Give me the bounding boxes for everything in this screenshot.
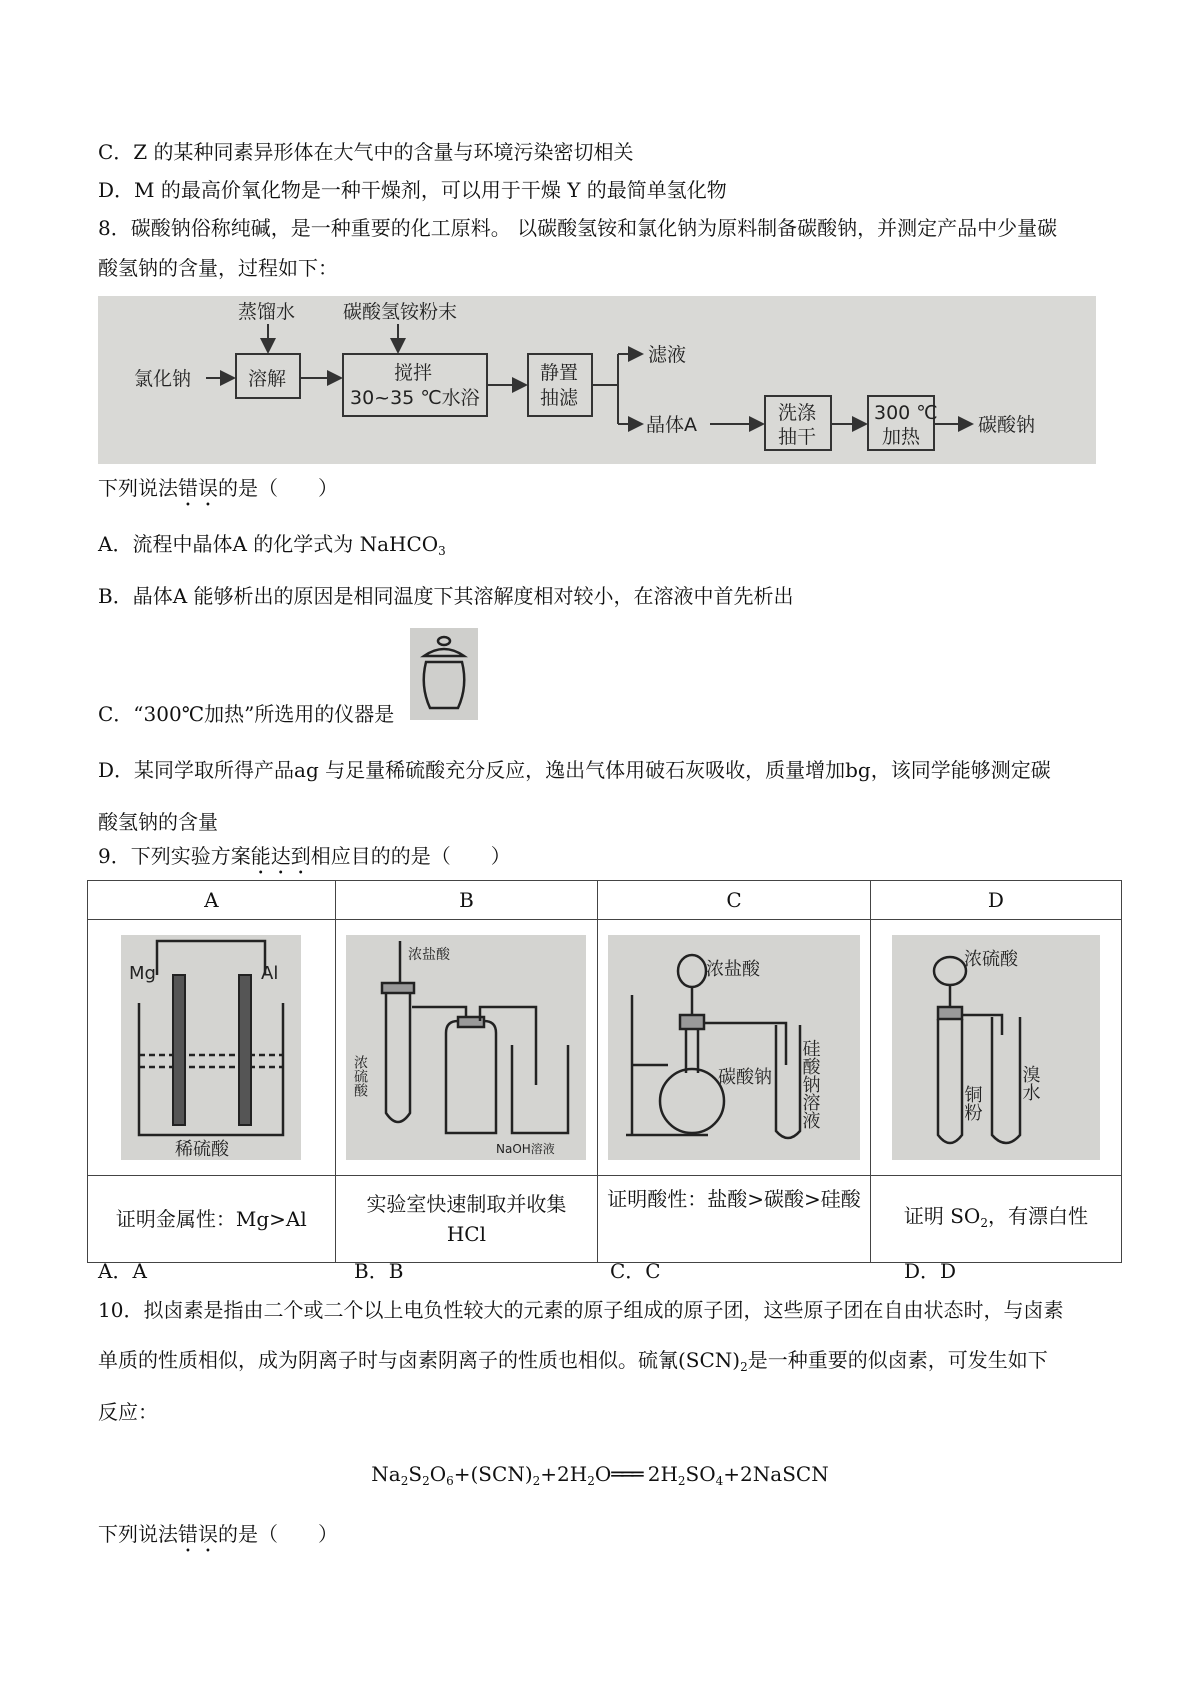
q8-stem-line-1: 8．碳酸钠俗称纯碱，是一种重要的化工原料。 以碳酸氢铵和氯化钠为原料制备碳酸钠，并测定产品中少量碳 [98,216,1058,240]
table-cell-image-a [88,920,336,1176]
flow-node-stir: 搅拌 [394,362,433,384]
label-bromine-water: 溴水 [1019,1065,1041,1101]
table-cell-image-c [598,920,871,1176]
q10-stem-line-1: 10．拟卤素是指由二个或二个以上电负性较大的元素的原子组成的原子团，这些原子团在自由状态时，与卤素 [98,1298,1064,1322]
reaction-equation: $Na_2S_2O_6+(SCN)_2+2H_2O═══$ $2H_2SO_4+2NaSCN$ [371,1462,829,1488]
table-header-a: A [88,881,336,920]
flow-node-crystal-a: 晶体A [646,414,697,436]
flow-node-heat: 加热 [882,426,921,448]
label-mg: Mg [129,963,157,984]
table-cell-image-d [870,920,1121,1176]
label-naoh-solution: NaOH溶液 [496,1142,556,1156]
label-cu-powder: 铜粉 [961,1085,983,1121]
table-header-d: D [870,881,1121,920]
q9-option-d: D．D [904,1259,957,1283]
q8-option-c: C．“300℃加热”所选用的仪器是 [98,702,395,726]
caption-c: 证明酸性：盐酸>碳酸>硅酸 [598,1176,871,1263]
apparatus-a-image [121,935,301,1160]
q8-option-a: A．流程中晶体A 的化学式为 NaHCO$_3$ [98,532,446,558]
q10-ask: 下列说法错误的是（ ） [98,1522,338,1546]
apparatus-d-image [892,935,1100,1160]
flow-input-water: 蒸馏水 [238,301,296,323]
apparatus-b-image [346,935,586,1160]
label-conc-hcl: 浓盐酸 [706,959,761,980]
label-conc-h2so4: 浓硫酸 [352,1055,369,1097]
flow-node-settle: 静置 [540,362,579,384]
apparatus-c-image [608,935,860,1160]
table-cell-image-b [335,920,598,1176]
caption-a: 证明金属性：Mg>Al [88,1176,336,1263]
label-conc-hcl: 浓盐酸 [408,947,451,963]
flow-node-nacl: 氯化钠 [134,368,192,390]
flow-node-dry: 抽干 [778,426,817,448]
table-header-c: C [598,881,871,920]
flow-node-300c: 300 ℃ [874,402,938,424]
flow-node-filter: 抽滤 [540,387,579,409]
q7-option-c: C．Z 的某种同素异形体在大气中的含量与环境污染密切相关 [98,140,634,164]
q8-option-d-line-2: 酸氢钠的含量 [98,810,218,834]
flow-input-nh4hco3: 碳酸氢铵粉末 [343,301,458,323]
q8-option-d-line-1: D．某同学取所得产品ag 与足量稀硫酸充分反应，逸出气体用破石灰吸收，质量增加bg，该同学能够测定碳 [98,758,1051,782]
label-al: Al [261,963,279,984]
q10-stem-line-3: 反应： [98,1400,158,1424]
flow-node-water-bath: 30~35 ℃水浴 [350,387,480,409]
process-flow-chart [98,296,1096,464]
label-dilute-h2so4: 稀硫酸 [175,1139,230,1160]
q10-stem-line-2: 单质的性质相似，成为阴离子时与卤素阴离子的性质也相似。硫氰$(SCN)_2$是一种重要的似卤素，可发生如下 [98,1348,1048,1374]
q9-stem: 9．下列实验方案能达到相应目的的是（ ） [98,844,511,868]
label-conc-h2so4: 浓硫酸 [963,949,1018,970]
table-header-b: B [335,881,598,920]
q8-ask: 下列说法错误的是（ ） [98,476,338,500]
q9-experiment-table [87,880,1122,1263]
flow-node-wash: 洗涤 [778,402,817,424]
flow-node-filtrate: 滤液 [648,344,687,366]
q9-option-c: C．C [610,1259,661,1283]
caption-b: 实验室快速制取并收集 HCl [335,1176,598,1263]
crucible-image [410,628,478,720]
q8-option-b: B．晶体A 能够析出的原因是相同温度下其溶解度相对较小，在溶液中首先析出 [98,584,794,608]
caption-d: 证明 $SO_2$，有漂白性 [870,1176,1121,1263]
q8-stem-line-2: 酸氢钠的含量，过程如下： [98,256,338,280]
label-na2sio3-solution: 硅酸钠溶液 [799,1039,821,1129]
flow-node-na2co3: 碳酸钠 [978,414,1036,436]
q7-option-d: D．M 的最高价氧化物是一种干燥剂，可以用于干燥 Y 的最简单氢化物 [98,178,727,202]
flow-node-dissolve: 溶解 [248,368,287,390]
q9-option-b: B．B [354,1259,404,1283]
q9-option-a: A．A [98,1259,147,1283]
label-na2co3: 碳酸钠 [718,1067,773,1088]
